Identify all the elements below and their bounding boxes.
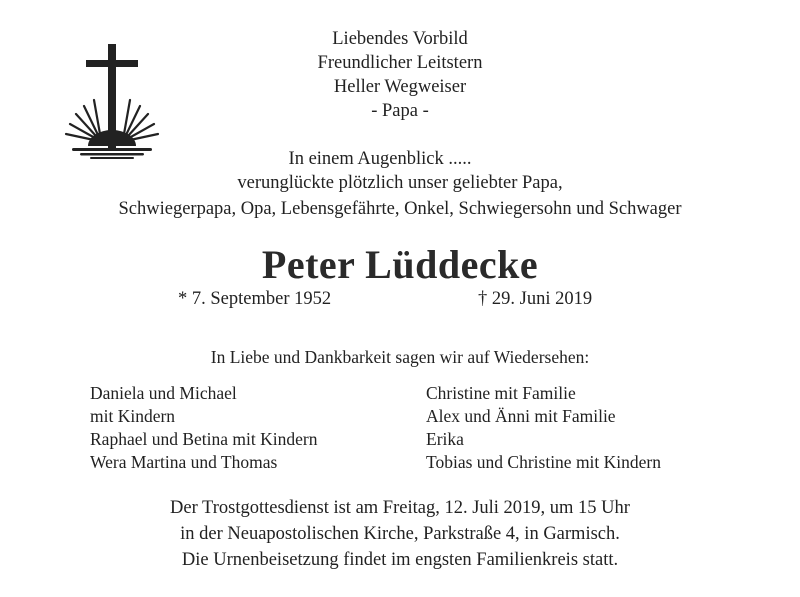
motto-line: - Papa - (371, 101, 429, 121)
birth-date: * 7. September 1952 (178, 289, 332, 309)
death-date: † 29. Juni 2019 (478, 289, 593, 309)
intro-line: In einem Augenblick ..... (288, 149, 472, 169)
mourner-entry: Alex und Änni mit Familie (426, 406, 616, 426)
motto-line: Heller Wegweiser (333, 77, 467, 97)
farewell-line: In Liebe und Dankbarkeit sagen wir auf Wiedersehen: (210, 347, 590, 367)
mourners-left (90, 382, 317, 474)
motto-line: Liebendes Vorbild (332, 29, 468, 49)
cross-sunrise-icon (58, 42, 166, 160)
mourner-entry: Tobias und Christine mit Kindern (426, 452, 662, 472)
mourner-entry: Raphael und Betina mit Kindern (90, 429, 318, 449)
service-line: Der Trostgottesdienst ist am Freitag, 12. Juli 2019, um 15 Uhr (170, 498, 630, 518)
service-line: Die Urnenbeisetzung findet im engsten Familienkreis statt. (181, 550, 619, 570)
intro-line: verunglückte plötzlich unser geliebter Papa, (237, 173, 563, 193)
mourner-entry: Wera Martina und Thomas (90, 452, 278, 472)
deceased-name: Peter Lüddecke (261, 242, 539, 287)
mourner-entry: mit Kindern (90, 406, 176, 426)
intro-line: Schwiegerpapa, Opa, Lebensgefährte, Onkel, Schwiegersohn und Schwager (118, 199, 682, 219)
service-line: in der Neuapostolischen Kirche, Parkstraße 4, in Garmisch. (180, 524, 620, 544)
motto-line: Freundlicher Leitstern (317, 53, 483, 73)
mourner-entry: Daniela und Michael (90, 383, 237, 403)
mourner-entry: Christine mit Familie (426, 383, 576, 403)
mourners-right (426, 382, 661, 474)
mourner-entry: Erika (426, 429, 464, 449)
